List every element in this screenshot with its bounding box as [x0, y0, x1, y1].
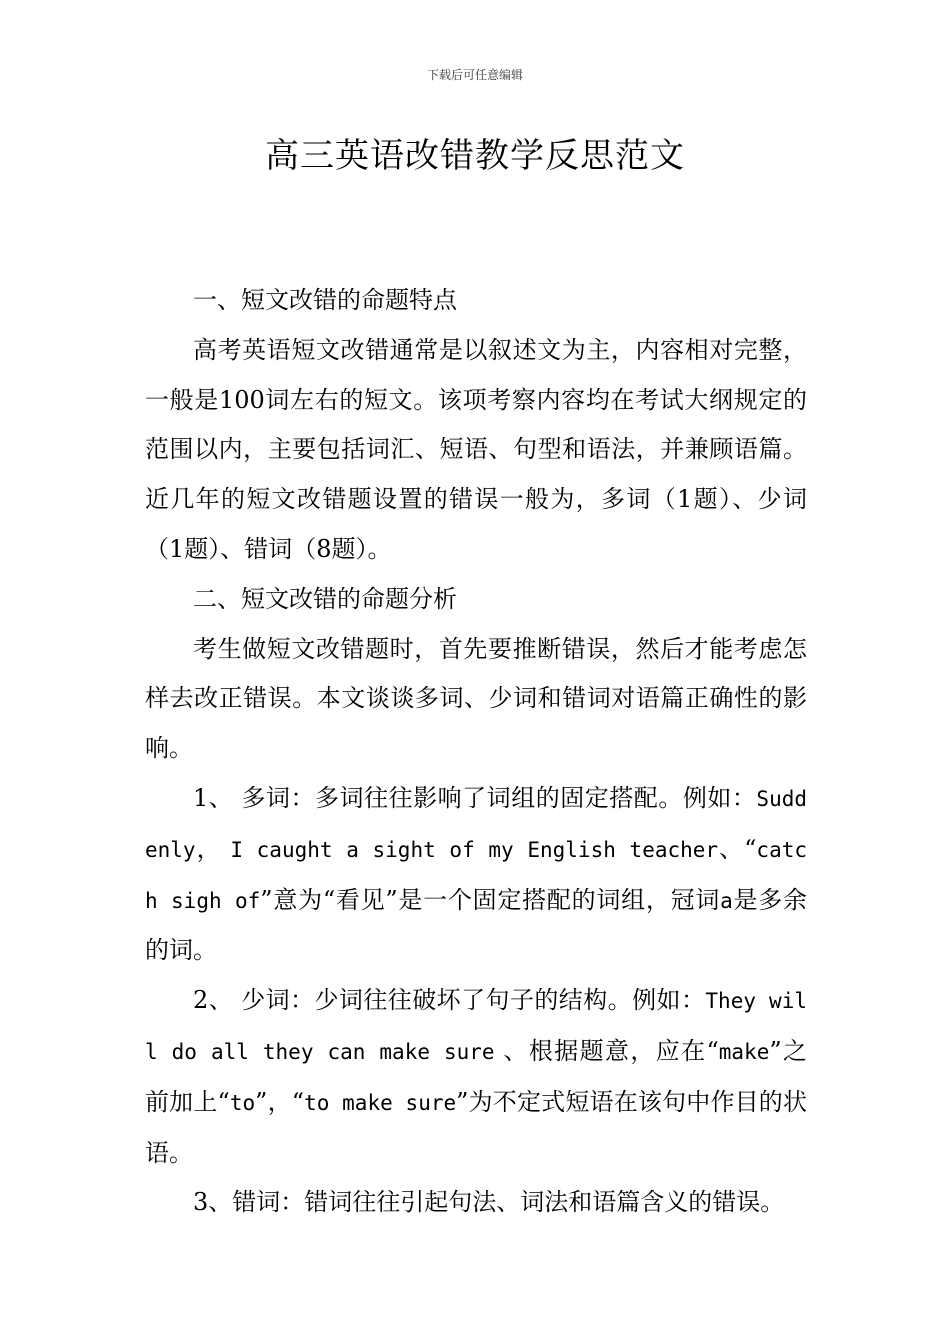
paragraph-extra-words: 1、 多词：多词往往影响了词组的固定搭配。例如：Suddenly， I caught a sight of my English teacher、“catch sigh of”意为“看见”是一个固定搭配的词组，冠词a是多余的词。 — [145, 783, 807, 965]
paragraph-wrong-words: 3、错词：错词往往引起句法、词法和语篇含义的错误。 — [193, 1188, 785, 1217]
page-header-note: 下载后可任意编辑 — [426, 68, 523, 82]
section-heading-2: 二、短文改错的命题分析 — [193, 584, 457, 613]
document-body — [145, 276, 807, 1228]
paragraph-missing-words: 2、 少词：少词往往破坏了句子的结构。例如：They will do all they can make sure 、根据题意，应在“make”之前加上“to”，“to make sure”为不定式短语在该句中作目的状语。 — [145, 986, 807, 1167]
section-heading-1: 一、短文改错的命题特点 — [193, 286, 457, 314]
paragraph-2: 考生做短文改错题时，首先要推断错误，然后才能考虑怎样去改正错误。本文谈谈多词、少词和错词对语篇正确性的影响。 — [145, 634, 807, 763]
paragraph-1: 高考英语短文改错通常是以叙述文为主，内容相对完整，一般是100词左右的短文。该项考察内容均在考试大纲规定的范围以内，主要包括词汇、短语、句型和语法，并兼顾语篇。近几年的短文改错题设置的错误一般为，多词（1题）、少词（1题）、错词（8题）。 — [145, 335, 807, 563]
document-title: 高三英语改错教学反思范文 — [265, 136, 685, 176]
